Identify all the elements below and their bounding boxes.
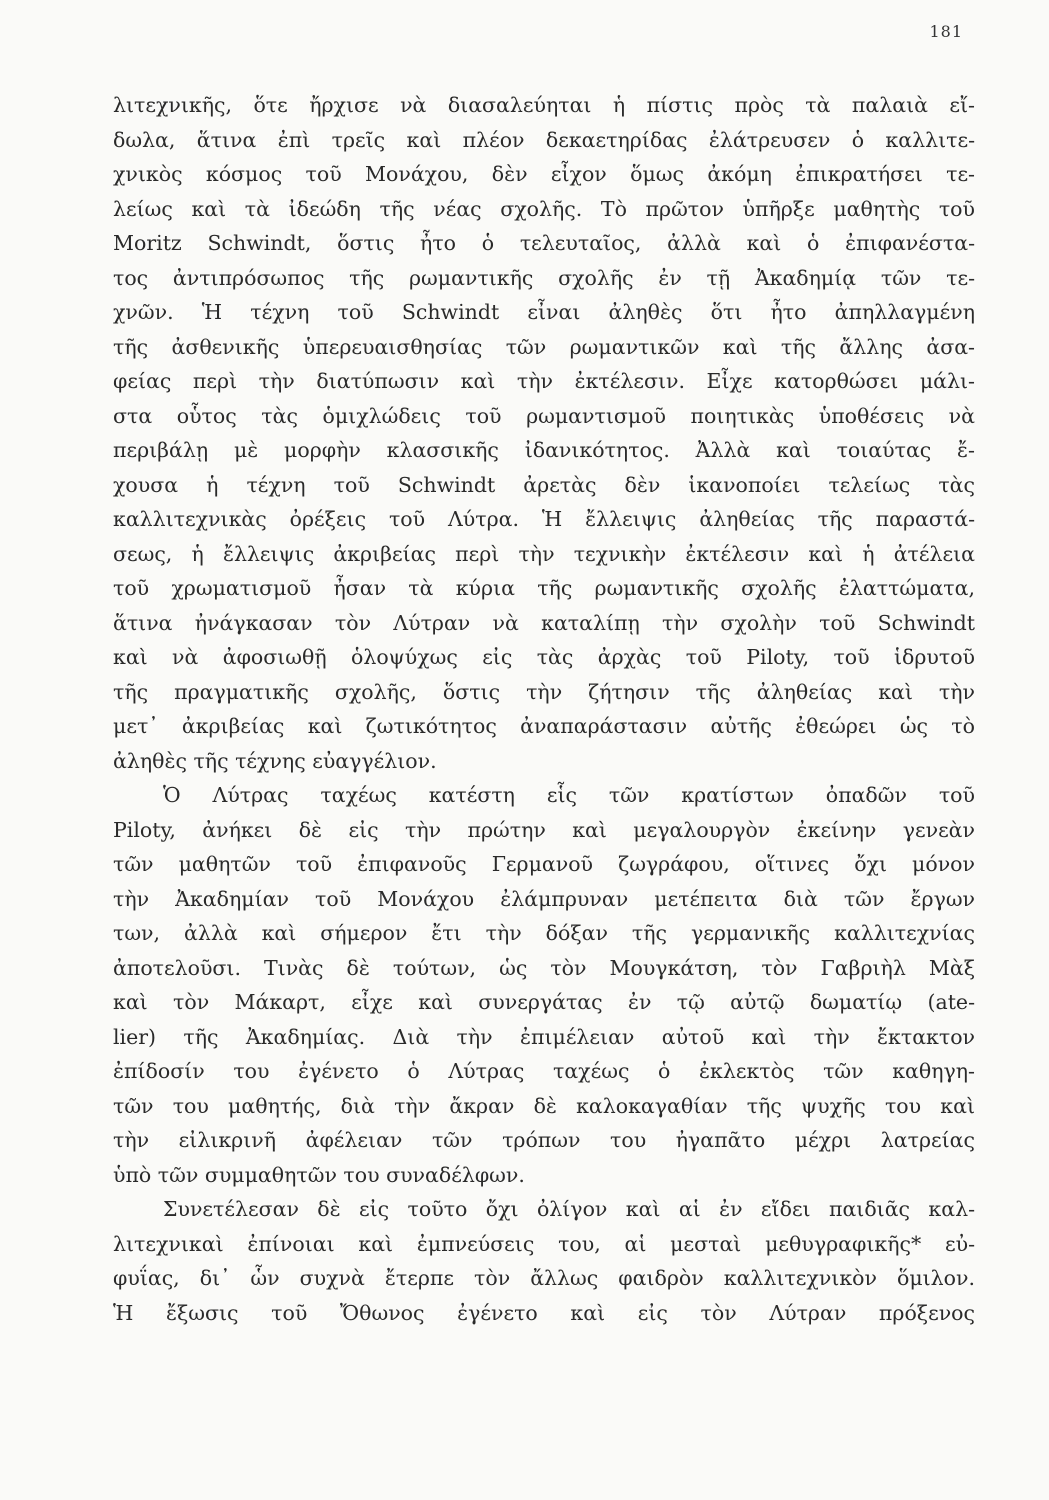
text-line: καὶ νὰ ἀφοσιωθῇ ὁλοψύχως εἰς τὰς ἀρχὰς τοῦ Piloty, τοῦ ἱδρυτοῦ — [113, 645, 975, 669]
text-line: lier) τῆς Ἀκαδημίας. Διὰ τὴν ἐπιμέλειαν αὐτοῦ καὶ τὴν ἔκτακτον — [113, 1024, 975, 1049]
text-line: ἐπίδοσίν του ἐγένετο ὁ Λύτρας ταχέως ὁ ἐκλεκτὸς τῶν καθηγη- — [113, 1059, 975, 1083]
text-line: τος ἀντιπρόσωπος τῆς ρωμαντικῆς σχολῆς ἐν τῇ Ἀκαδημίᾳ τῶν τε- — [113, 265, 975, 290]
text-line: χνῶν. Ἡ τέχνη τοῦ Schwindt εἶναι ἀληθὲς ὅτι ἦτο ἀπηλλαγμένη — [113, 300, 975, 324]
text-line: περιβάλῃ μὲ μορφὴν κλασσικῆς ἰδανικότητος. Ἀλλὰ καὶ τοιαύτας ἔ- — [113, 438, 975, 462]
text-line: χνικὸς κόσμος τοῦ Μονάχου, δὲν εἶχον ὅμως ἀκόμη ἐπικρατήσει τε- — [113, 162, 975, 186]
text-line: τὴν Ἀκαδημίαν τοῦ Μονάχου ἐλάμπρυναν μετέπειτα διὰ τῶν ἔργων — [113, 886, 975, 911]
text-line: δωλα, ἅτινα ἐπὶ τρεῖς καὶ πλέον δεκαετηρίδας ἐλάτρευσεν ὁ καλλιτε- — [113, 127, 975, 152]
page-number: 181 — [929, 22, 963, 41]
text-line: Ἡ ἔξωσις τοῦ Ὄθωνος ἐγένετο καὶ εἰς τὸν Λύτραν πρόξενος — [113, 1300, 975, 1325]
text-line: στα οὗτος τὰς ὁμιχλώδεις τοῦ ρωμαντισμοῦ ποιητικὰς ὑποθέσεις νὰ — [113, 403, 975, 428]
body-text — [113, 88, 975, 1330]
text-line: τὴν εἰλικρινῆ ἀφέλειαν τῶν τρόπων του ἠγαπᾶτο μέχρι λατρείας — [113, 1128, 975, 1152]
text-line: καλλιτεχνικὰς ὀρέξεις τοῦ Λύτρα. Ἡ ἔλλειψις ἀληθείας τῆς παραστά- — [113, 507, 975, 531]
text-line: τῶν μαθητῶν τοῦ ἐπιφανοῦς Γερμανοῦ ζωγράφου, οἵτινες ὄχι μόνον — [113, 852, 975, 876]
text-line: λιτεχνικῆς, ὅτε ἤρχισε νὰ διασαλεύηται ἡ πίστις πρὸς τὰ παλαιὰ εἴ- — [113, 93, 975, 117]
text-line: τῆς ἀσθενικῆς ὑπερευαισθησίας τῶν ρωμαντικῶν καὶ τῆς ἄλλης ἀσα- — [113, 334, 975, 359]
text-line: Moritz Schwindt, ὅστις ἦτο ὁ τελευταῖος, ἀλλὰ καὶ ὁ ἐπιφανέστα- — [113, 231, 975, 255]
text-line: φείας περὶ τὴν διατύπωσιν καὶ τὴν ἐκτέλεσιν. Εἶχε κατορθώσει μάλι- — [113, 369, 975, 393]
text-line: λείως καὶ τὰ ἰδεώδη τῆς νέας σχολῆς. Τὸ πρῶτον ὑπῆρξε μαθητὴς τοῦ — [113, 196, 975, 221]
text-line: μετ᾽ ἀκριβείας καὶ ζωτικότητος ἀναπαράστασιν αὐτῆς ἐθεώρει ὡς τὸ — [113, 714, 975, 738]
text-line: καὶ τὸν Μάκαρτ, εἶχε καὶ συνεργάτας ἐν τῷ αὐτῷ δωματίῳ (ate- — [113, 990, 975, 1014]
text-line: φυΐας, δι᾽ ὧν συχνὰ ἔτερπε τὸν ἄλλως φαιδρὸν καλλιτεχνικὸν ὅμιλον. — [113, 1266, 975, 1290]
text-line: τῶν του μαθητής, διὰ τὴν ἄκραν δὲ καλοκαγαθίαν τῆς ψυχῆς του καὶ — [113, 1093, 975, 1118]
paragraph-start-line: Συνετέλεσαν δὲ εἰς τοῦτο ὄχι ὀλίγον καὶ αἱ ἐν εἴδει παιδιᾶς καλ- — [163, 1197, 975, 1221]
text-line: χουσα ἡ τέχνη τοῦ Schwindt ἀρετὰς δὲν ἱκανοποίει τελείως τὰς — [113, 472, 975, 497]
text-line: λιτεχνικαὶ ἐπίνοιαι καὶ ἐμπνεύσεις του, αἱ μεσταὶ μεθυγραφικῆς* εὐ- — [113, 1231, 975, 1256]
text-line: Piloty, ἀνήκει δὲ εἰς τὴν πρώτην καὶ μεγαλουργὸν ἐκείνην γενεὰν — [113, 817, 975, 842]
paragraph-end-line: ὑπὸ τῶν συμμαθητῶν του συναδέλφων. — [113, 1162, 525, 1187]
paragraph-start-line: Ὁ Λύτρας ταχέως κατέστη εἷς τῶν κρατίστων ὀπαδῶν τοῦ — [163, 783, 975, 807]
text-line: ἀποτελοῦσι. Τινὰς δὲ τούτων, ὡς τὸν Μουγκάτση, τὸν Γαβριὴλ Μὰξ — [113, 955, 975, 980]
text-line: ἅτινα ἠνάγκασαν τὸν Λύτραν νὰ καταλίπῃ τὴν σχολὴν τοῦ Schwindt — [113, 610, 975, 635]
text-line: των, ἀλλὰ καὶ σήμερον ἔτι τὴν δόξαν τῆς γερμανικῆς καλλιτεχνίας — [113, 921, 975, 945]
text-line: τοῦ χρωματισμοῦ ἦσαν τὰ κύρια τῆς ρωμαντικῆς σχολῆς ἐλαττώματα, — [113, 576, 975, 600]
paragraph-end-line: ἀληθὲς τῆς τέχνης εὐαγγέλιον. — [113, 748, 437, 773]
text-line: σεως, ἡ ἔλλειψις ἀκριβείας περὶ τὴν τεχνικὴν ἐκτέλεσιν καὶ ἡ ἀτέλεια — [113, 541, 975, 566]
text-line: τῆς πραγματικῆς σχολῆς, ὅστις τὴν ζήτησιν τῆς ἀληθείας καὶ τὴν — [113, 679, 975, 704]
